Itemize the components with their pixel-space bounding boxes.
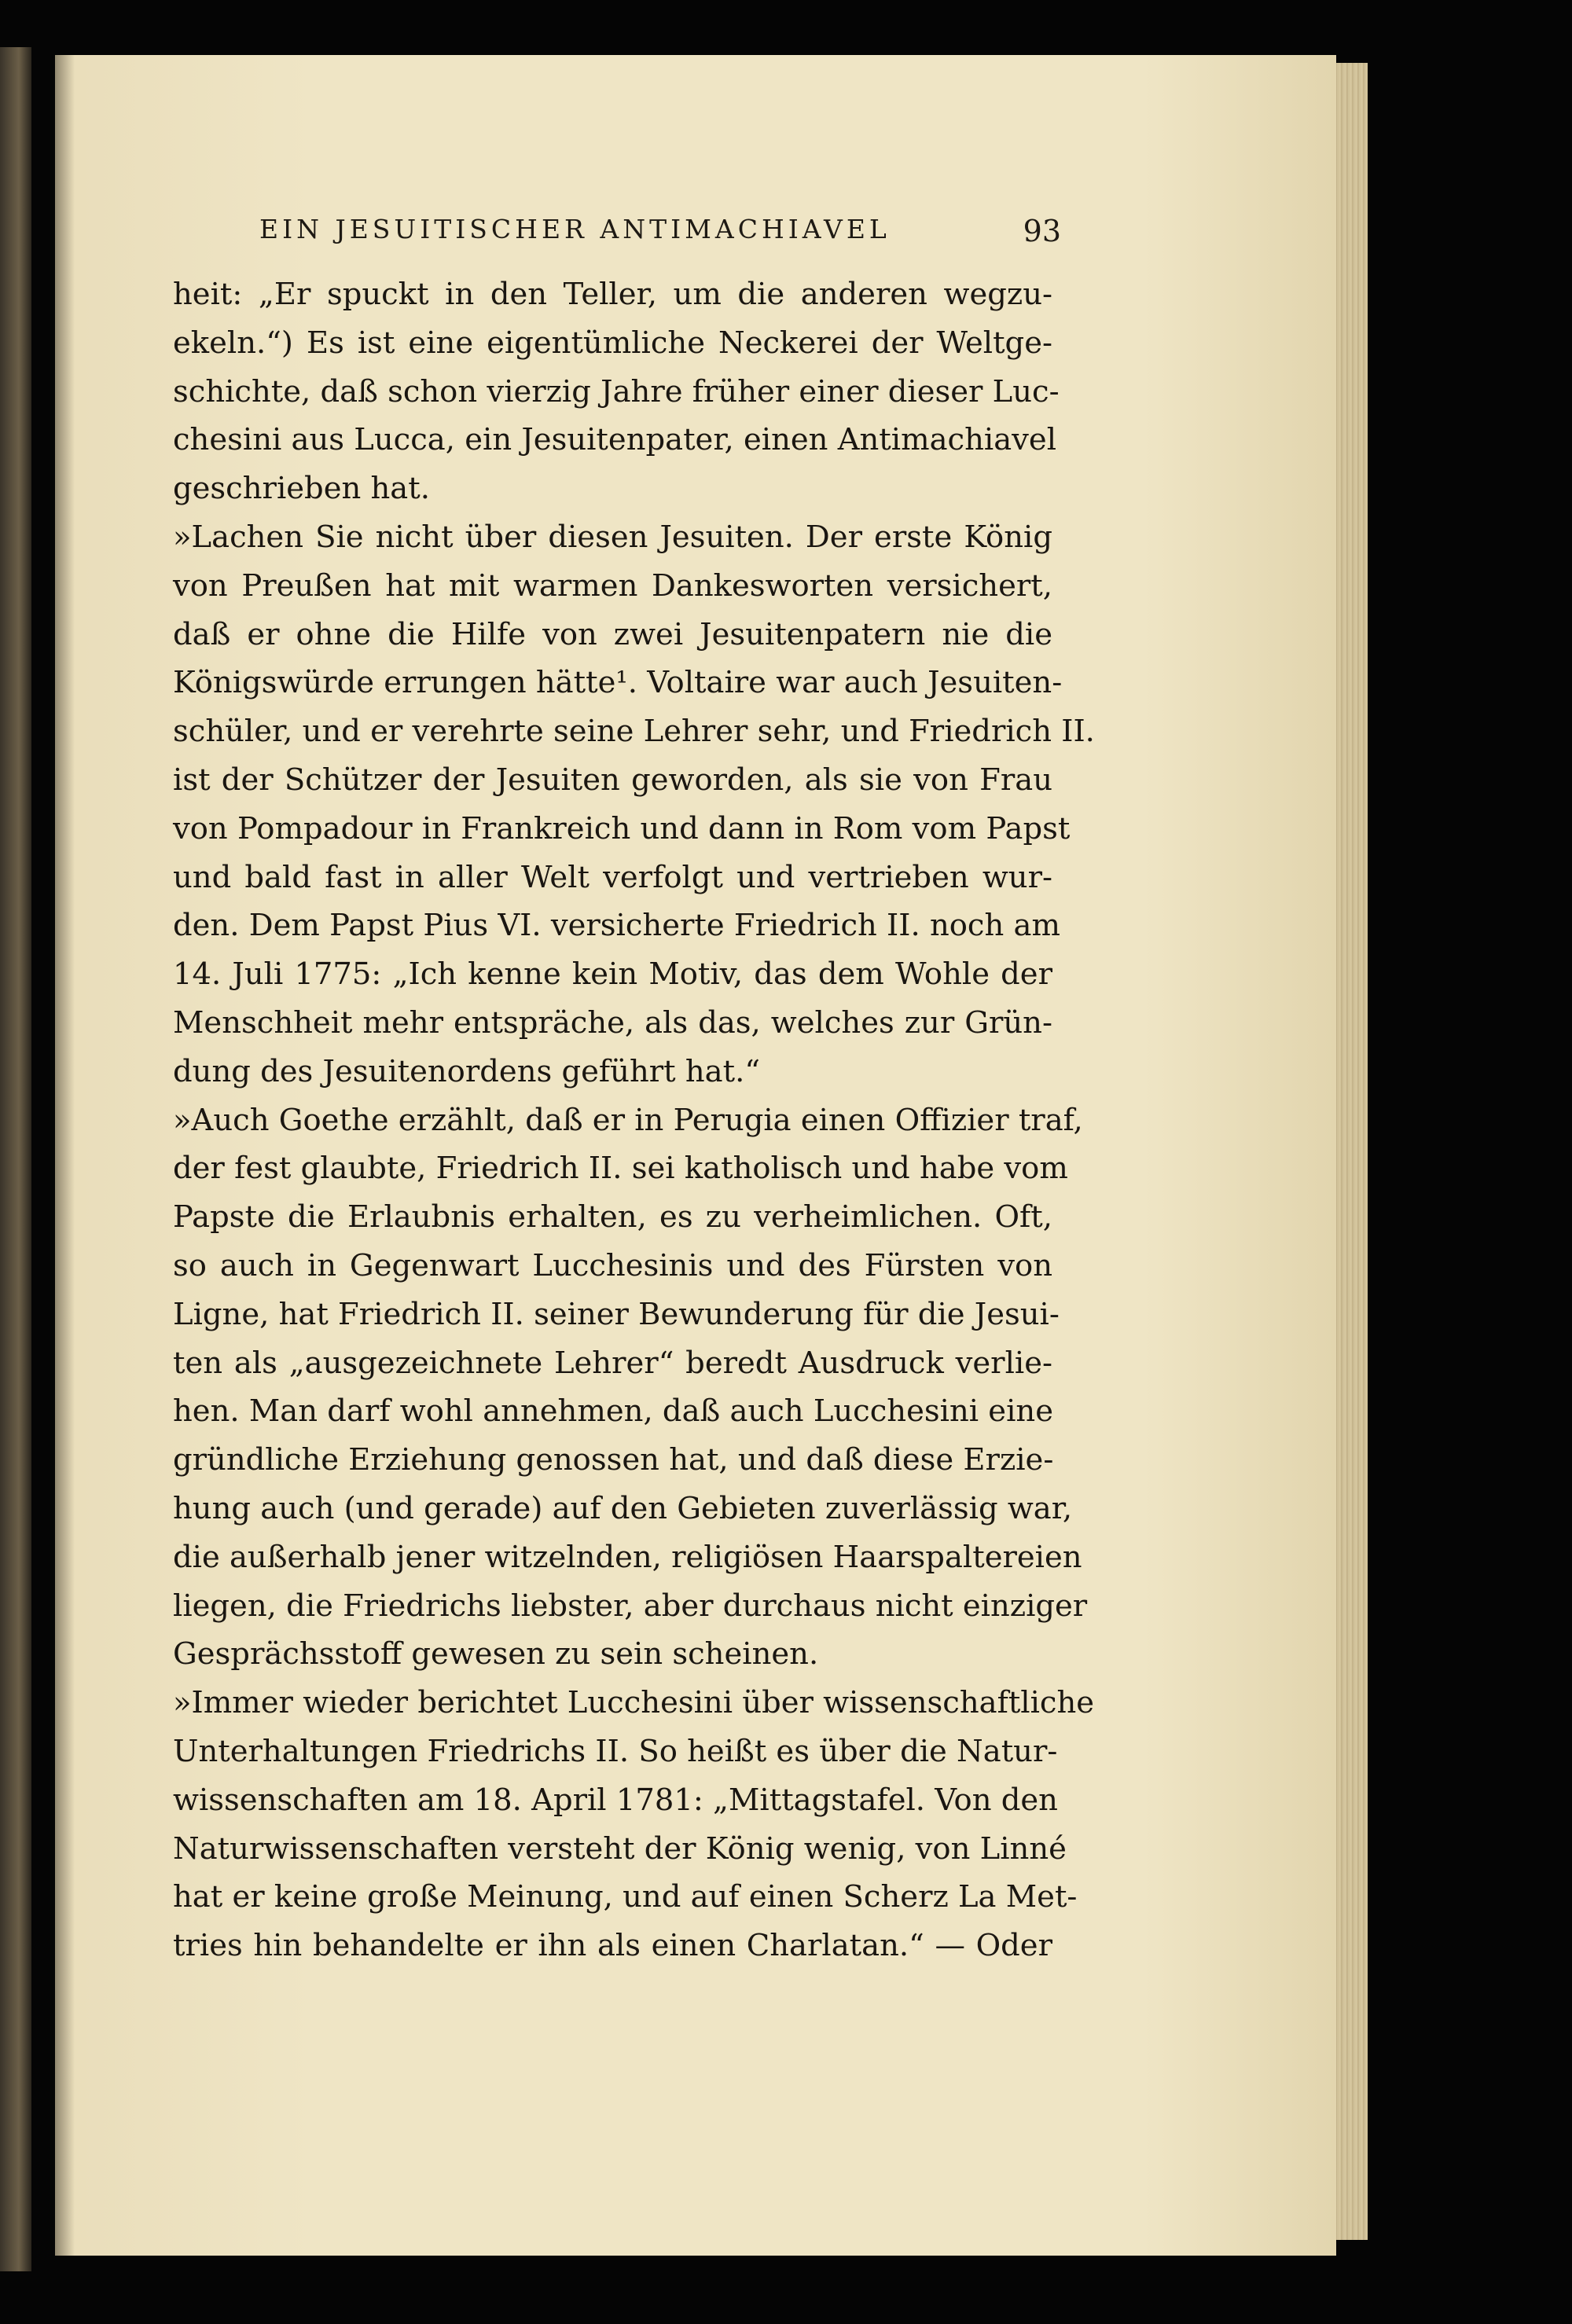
- text-line: daß er ohne die Hilfe von zwei Jesuitenpatern nie die: [173, 616, 1052, 652]
- text-line: der fest glaubte, Friedrich II. sei katholisch und habe vom: [173, 1151, 1068, 1187]
- text-line: Unterhaltungen Friedrichs II. So heißt es über die Natur-: [173, 1733, 1058, 1769]
- text-line: »Lachen Sie nicht über diesen Jesuiten. Der erste König: [173, 519, 1052, 555]
- text-line: tries hin behandelte er ihn als einen Charlatan.“ — Oder: [173, 1928, 1052, 1964]
- text-line: Gesprächsstoff gewesen zu sein scheinen.: [173, 1636, 819, 1672]
- text-line: hat er keine große Meinung, und auf einen Scherz La Met-: [173, 1879, 1078, 1915]
- text-line: Naturwissenschaften versteht der König wenig, von Linné: [173, 1830, 1067, 1867]
- text-line: hung auch (und gerade) auf den Gebieten zuverlässig war,: [173, 1490, 1073, 1526]
- text-line: Papste die Erlaubnis erhalten, es zu verheimlichen. Oft,: [173, 1199, 1052, 1235]
- text-line: schichte, daß schon vierzig Jahre früher einer dieser Luc-: [173, 373, 1060, 409]
- text-line: hen. Man darf wohl annehmen, daß auch Lucchesini eine: [173, 1393, 1053, 1430]
- page-number: 93: [1023, 214, 1061, 248]
- text-line: wissenschaften am 18. April 1781: „Mittagstafel. Von den: [173, 1782, 1058, 1818]
- text-line: dung des Jesuitenordens geführt hat.“: [173, 1053, 761, 1089]
- text-line: den. Dem Papst Pius VI. versicherte Friedrich II. noch am: [173, 908, 1060, 944]
- text-line: und bald fast in aller Welt verfolgt und vertrieben wur-: [173, 859, 1052, 895]
- text-line: liegen, die Friedrichs liebster, aber durchaus nicht einziger: [173, 1588, 1088, 1624]
- text-line: die außerhalb jener witzelnden, religiösen Haarspaltereien: [173, 1539, 1082, 1575]
- running-head: [259, 214, 1061, 253]
- text-line: ist der Schützer der Jesuiten geworden, als sie von Frau: [173, 762, 1052, 798]
- text-line: gründliche Erziehung genossen hat, und daß diese Erzie-: [173, 1442, 1054, 1478]
- body-text: [173, 270, 1095, 1970]
- text-line: Ligne, hat Friedrich II. seiner Bewunderung für die Jesui-: [173, 1296, 1060, 1332]
- text-line: ekeln.“) Es ist eine eigentümliche Neckerei der Weltge-: [173, 325, 1052, 361]
- text-line: chesini aus Lucca, ein Jesuitenpater, einen Antimachiavel: [173, 422, 1057, 458]
- text-line: Königswürde errungen hätte¹. Voltaire war auch Jesuiten-: [173, 665, 1063, 701]
- text-line: »Immer wieder berichtet Lucchesini über wissenschaftliche: [173, 1685, 1095, 1721]
- text-line: so auch in Gegenwart Lucchesinis und des Fürsten von: [173, 1247, 1052, 1283]
- text-line: Menschheit mehr entspräche, als das, welches zur Grün-: [173, 1004, 1052, 1041]
- text-line: schüler, und er verehrte seine Lehrer sehr, und Friedrich II.: [173, 714, 1095, 750]
- text-line: »Auch Goethe erzählt, daß er in Perugia einen Offizier traf,: [173, 1102, 1083, 1138]
- running-head-title: EIN JESUITISCHER ANTIMACHIAVEL: [259, 214, 891, 244]
- binding-shadow: [55, 55, 75, 2256]
- text-line: heit: „Er spuckt in den Teller, um die anderen wegzu-: [173, 277, 1052, 312]
- text-line: von Pompadour in Frankreich und dann in Rom vom Papst: [173, 810, 1071, 846]
- text-line: geschrieben hat.: [173, 471, 430, 507]
- text-line: ten als „ausgezeichnete Lehrer“ beredt Ausdruck verlie-: [173, 1345, 1052, 1381]
- text-line: 14. Juli 1775: „Ich kenne kein Motiv, das dem Wohle der: [173, 956, 1052, 993]
- previous-page-edge: [0, 47, 31, 2271]
- text-line: von Preußen hat mit warmen Dankesworten versichert,: [173, 567, 1052, 604]
